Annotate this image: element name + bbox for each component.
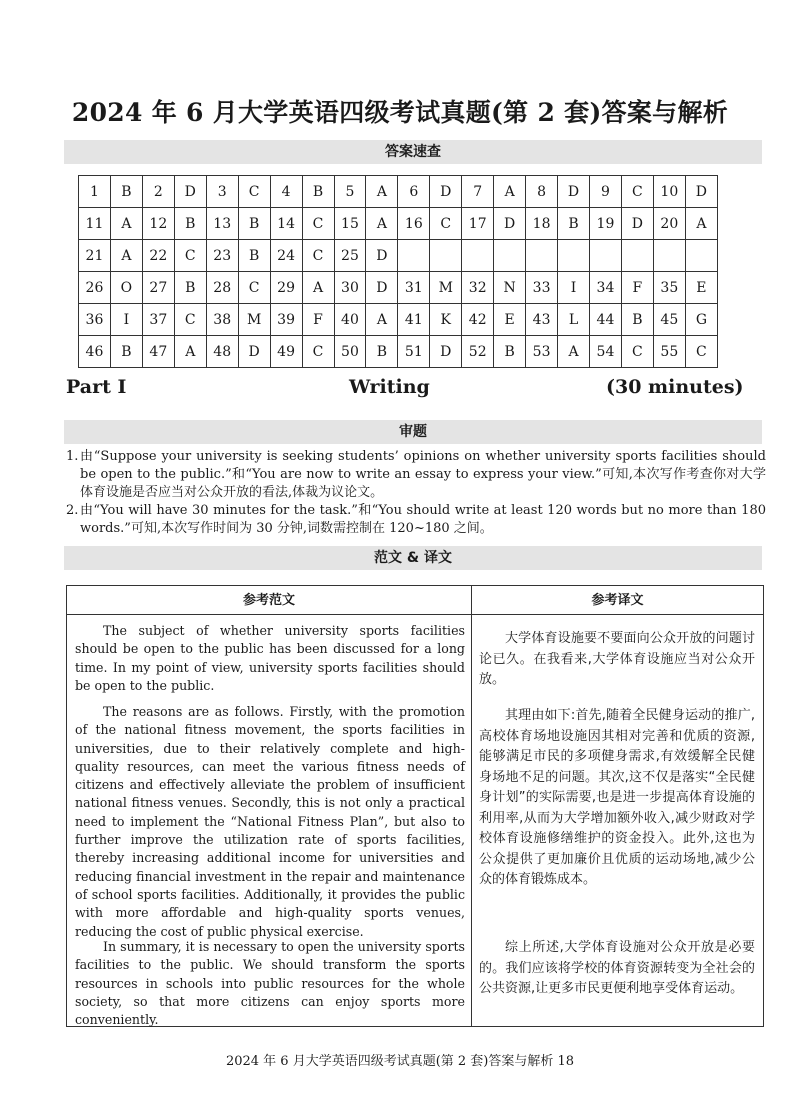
part-time: (30 minutes) — [606, 376, 744, 398]
answer-letter: C — [621, 336, 653, 368]
answer-letter: C — [621, 176, 653, 208]
answer-row — [79, 272, 718, 304]
answer-letter: M — [430, 272, 462, 304]
answer-letter: D — [558, 176, 590, 208]
question-number: 1 — [79, 176, 111, 208]
question-number: 7 — [462, 176, 494, 208]
question-number — [462, 240, 494, 272]
question-number: 30 — [334, 272, 366, 304]
answer-letter: C — [685, 336, 717, 368]
answer-letter: C — [302, 240, 334, 272]
answer-letter: D — [366, 240, 398, 272]
answer-row — [79, 176, 718, 208]
question-number: 28 — [206, 272, 238, 304]
question-number: 9 — [590, 176, 622, 208]
answer-letter: F — [302, 304, 334, 336]
review-item — [66, 502, 766, 538]
answer-letter: D — [174, 176, 206, 208]
question-number: 5 — [334, 176, 366, 208]
question-number: 21 — [79, 240, 111, 272]
question-number: 38 — [206, 304, 238, 336]
answer-letter: B — [238, 208, 270, 240]
question-number: 47 — [142, 336, 174, 368]
answer-letter: B — [494, 336, 526, 368]
answer-letter: D — [430, 176, 462, 208]
question-number: 22 — [142, 240, 174, 272]
question-number: 43 — [526, 304, 558, 336]
question-number — [653, 240, 685, 272]
essay-zh-header: 参考译文 — [472, 586, 763, 615]
answer-letter: A — [110, 208, 142, 240]
question-number: 44 — [590, 304, 622, 336]
question-number: 52 — [462, 336, 494, 368]
answer-letter: B — [238, 240, 270, 272]
part-name: Writing — [349, 376, 430, 398]
answer-letter: E — [685, 272, 717, 304]
answer-letter: B — [110, 336, 142, 368]
question-number: 41 — [398, 304, 430, 336]
essay-table — [66, 585, 764, 1027]
answer-letter: C — [430, 208, 462, 240]
answer-letter: B — [366, 336, 398, 368]
answer-letter: N — [494, 272, 526, 304]
question-number: 29 — [270, 272, 302, 304]
answer-letter: O — [110, 272, 142, 304]
question-number: 4 — [270, 176, 302, 208]
question-number: 25 — [334, 240, 366, 272]
page-footer: 2024 年 6 月大学英语四级考试真题(第 2 套)答案与解析 18 — [225, 1054, 575, 1069]
question-number — [590, 240, 622, 272]
answer-letter: B — [174, 208, 206, 240]
answer-letter: B — [302, 176, 334, 208]
review-section-bar: 审题 — [64, 420, 762, 444]
question-number: 48 — [206, 336, 238, 368]
question-number: 6 — [398, 176, 430, 208]
question-number: 37 — [142, 304, 174, 336]
answer-letter: A — [110, 240, 142, 272]
answer-letter: I — [558, 272, 590, 304]
answer-letter — [494, 240, 526, 272]
question-number: 3 — [206, 176, 238, 208]
answer-letter: G — [685, 304, 717, 336]
question-number — [398, 240, 430, 272]
review-item-text: 由“You will have 30 minutes for the task.”和“You should write at least 120 words but no more than 180 words.”可知,本次写作时间为 30 分钟,词数需控制在 120~180 之间。 — [80, 503, 766, 536]
review-item-number: 2. — [66, 503, 79, 518]
answer-letter: C — [174, 240, 206, 272]
question-number: 40 — [334, 304, 366, 336]
question-number: 11 — [79, 208, 111, 240]
answer-letter: C — [302, 336, 334, 368]
question-number: 17 — [462, 208, 494, 240]
answer-letter: E — [494, 304, 526, 336]
answer-letter: K — [430, 304, 462, 336]
review-notes — [66, 448, 766, 538]
answer-letter: D — [430, 336, 462, 368]
answer-letter: B — [174, 272, 206, 304]
answer-letter: I — [110, 304, 142, 336]
question-number — [526, 240, 558, 272]
answer-letter: L — [558, 304, 590, 336]
question-number: 34 — [590, 272, 622, 304]
question-number: 12 — [142, 208, 174, 240]
essay-en-paragraph-1: The subject of whether university sports facilities should be open to the public has been discussed for a long time. In my point of view, university sports facilities should be open to the public. — [75, 623, 465, 693]
question-number: 20 — [653, 208, 685, 240]
question-number: 23 — [206, 240, 238, 272]
question-number: 15 — [334, 208, 366, 240]
answer-letter: M — [238, 304, 270, 336]
answer-row — [79, 240, 718, 272]
question-number: 36 — [79, 304, 111, 336]
answer-row — [79, 336, 718, 368]
answer-letter: C — [174, 304, 206, 336]
answer-letter: A — [558, 336, 590, 368]
answer-letter — [621, 240, 653, 272]
essay-en-paragraph-3: In summary, it is necessary to open the university sports facilities to the public. We should transform the sports resources in schools into public resources for the whole society, so that more citizens can enjoy sports more conveniently. — [75, 939, 465, 1028]
answer-letter: C — [302, 208, 334, 240]
answer-letter: A — [302, 272, 334, 304]
question-number: 32 — [462, 272, 494, 304]
question-number: 54 — [590, 336, 622, 368]
review-item-number: 1. — [66, 449, 79, 464]
answer-letter: A — [685, 208, 717, 240]
answer-row — [79, 208, 718, 240]
answer-row — [79, 304, 718, 336]
question-number: 26 — [79, 272, 111, 304]
answer-letter: C — [238, 272, 270, 304]
question-number: 53 — [526, 336, 558, 368]
answer-letter: D — [366, 272, 398, 304]
answer-letter: B — [621, 304, 653, 336]
question-number: 46 — [79, 336, 111, 368]
answer-letter: D — [238, 336, 270, 368]
answer-letter: D — [494, 208, 526, 240]
answer-letter: A — [366, 176, 398, 208]
question-number: 39 — [270, 304, 302, 336]
answer-letter: D — [685, 176, 717, 208]
part-label: Part Ⅰ — [66, 376, 127, 398]
question-number: 45 — [653, 304, 685, 336]
question-number: 31 — [398, 272, 430, 304]
question-number: 51 — [398, 336, 430, 368]
essay-en-header: 参考范文 — [67, 586, 471, 615]
answer-letter: F — [621, 272, 653, 304]
essay-en-paragraph-2: The reasons are as follows. Firstly, with the promotion of the national fitness movement, the sports facilities in universities, due to their relatively complete and high-quality resources, can meet the various fitness needs of citizens and effectively alleviate the problem of insufficient national fitness venues. Secondly, this is not only a practical need to implement the “National Fitness Plan”, but also to further improve the utilization rate of sports facilities, thereby increasing additional income for universities and reducing financial investment in the repair and maintenance of school sports facilities. Additionally, it provides the public with more affordable and high-quality sports venues, reducing the cost of public physical exercise. — [75, 704, 465, 939]
question-number: 50 — [334, 336, 366, 368]
answer-letter: C — [238, 176, 270, 208]
question-number: 2 — [142, 176, 174, 208]
question-number: 19 — [590, 208, 622, 240]
question-number: 13 — [206, 208, 238, 240]
answer-letter — [685, 240, 717, 272]
question-number: 49 — [270, 336, 302, 368]
answer-letter: A — [366, 208, 398, 240]
answer-table — [78, 175, 718, 368]
answer-letter — [558, 240, 590, 272]
answer-letter: A — [366, 304, 398, 336]
question-number: 55 — [653, 336, 685, 368]
answer-letter: D — [621, 208, 653, 240]
column-divider — [471, 586, 472, 1026]
answer-letter — [430, 240, 462, 272]
page-title: 2024 年 6 月大学英语四级考试真题(第 2 套)答案与解析 — [71, 98, 729, 127]
answer-letter: B — [110, 176, 142, 208]
question-number: 24 — [270, 240, 302, 272]
question-number: 14 — [270, 208, 302, 240]
question-number: 42 — [462, 304, 494, 336]
essay-zh-paragraph-3: 综上所述,大学体育设施对公众开放是必要的。我们应该将学校的体育资源转变为全社会的公共资源,让更多市民更便利地享受体育运动。 — [479, 940, 755, 996]
question-number: 35 — [653, 272, 685, 304]
question-number: 8 — [526, 176, 558, 208]
question-number: 18 — [526, 208, 558, 240]
review-item — [66, 448, 766, 502]
essay-zh-paragraph-2: 其理由如下:首先,随着全民健身运动的推广,高校体育场地设施因其相对完善和优质的资源,能够满足市民的多项健身需求,有效缓解全民健身场地不足的问题。其次,这不仅是落实“全民健身计划”的实际需要,也是进一步提高体育设施的利用率,从而为大学增加额外收入,减少财政对学校体育设施修缮维护的资金投入。此外,这也为公众提供了更加廉价且优质的运动场地,减少公众的体育锻炼成本。 — [479, 708, 755, 887]
question-number: 16 — [398, 208, 430, 240]
sample-section-bar: 范文 & 译文 — [64, 546, 762, 570]
question-number: 10 — [653, 176, 685, 208]
question-number: 33 — [526, 272, 558, 304]
answer-section-bar: 答案速查 — [64, 140, 762, 164]
essay-zh-paragraph-1: 大学体育设施要不要面向公众开放的问题讨论已久。在我看来,大学体育设施应当对公众开放。 — [479, 631, 755, 687]
question-number: 27 — [142, 272, 174, 304]
review-item-text: 由“Suppose your university is seeking students’ opinions on whether university sports facilities should be open to the public.”和“You are now to write an essay to express your view.”可知,本次写作考查你对大学体育设施是否应当对公众开放的看法,体裁为议论文。 — [80, 449, 766, 500]
answer-letter: A — [174, 336, 206, 368]
answer-letter: A — [494, 176, 526, 208]
answer-letter: B — [558, 208, 590, 240]
